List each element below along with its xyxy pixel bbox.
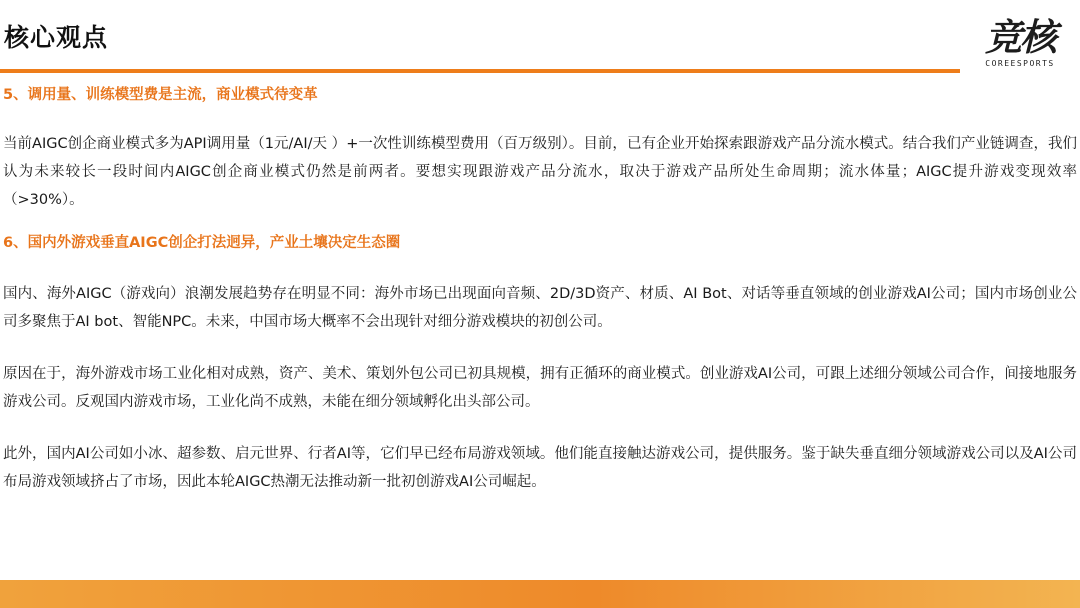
section-heading: 6、国内外游戏垂直AIGC创企打法迥异，产业土壤决定生态圈 [3,235,401,251]
section-heading: 5、调用量、训练模型费是主流，商业模式待变革 [3,87,318,103]
body-paragraph: 此外，国内AI公司如小冰、超参数、启元世界、行者AI等，它们早已经布局游戏领域。他们能直接触达游戏公司，提供服务。鉴于缺失垂直细分领域游戏公司以及AI公司布局游戏领域挤占了市场，因此本轮AIGC热潮无法推动新一批初创游戏AI公司崛起。 [3,446,1077,490]
brand-logo [968,18,1072,78]
header-divider [0,69,960,73]
logo-subtitle: COREESPORTS [985,59,1055,68]
page-title: 核心观点 [4,23,109,52]
logo-wordmark: 竞核 [985,16,1055,59]
slide-header [0,0,1080,72]
footer-bar [0,580,1080,608]
body-paragraph: 原因在于，海外游戏市场工业化相对成熟，资产、美术、策划外包公司已初具规模，拥有正循环的商业模式。创业游戏AI公司，可跟上述细分领域公司合作，间接地服务游戏公司。反观国内游戏市场，工业化尚不成熟，未能在细分领域孵化出头部公司。 [3,366,1077,410]
body-paragraph: 国内、海外AIGC（游戏向）浪潮发展趋势存在明显不同：海外市场已出现面向音频、2D/3D资产、材质、AI Bot、对话等垂直领域的创业游戏AI公司；国内市场创业公司多聚焦于AI bot、智能NPC。未来，中国市场大概率不会出现针对细分游戏模块的初创公司。 [3,286,1077,330]
body-paragraph: 当前AIGC创企商业模式多为API调用量（1元/AI/天 ）+一次性训练模型费用（百万级别）。目前，已有企业开始探索跟游戏产品分流水模式。结合我们产业链调查，我们认为未来较长一段时间内AIGC创企商业模式仍然是前两者。要想实现跟游戏产品分流水，取决于游戏产品所处生命周期；流水体量；AIGC提升游戏变现效率（>30%）。 [3,136,1077,208]
slide-content [3,82,1077,496]
